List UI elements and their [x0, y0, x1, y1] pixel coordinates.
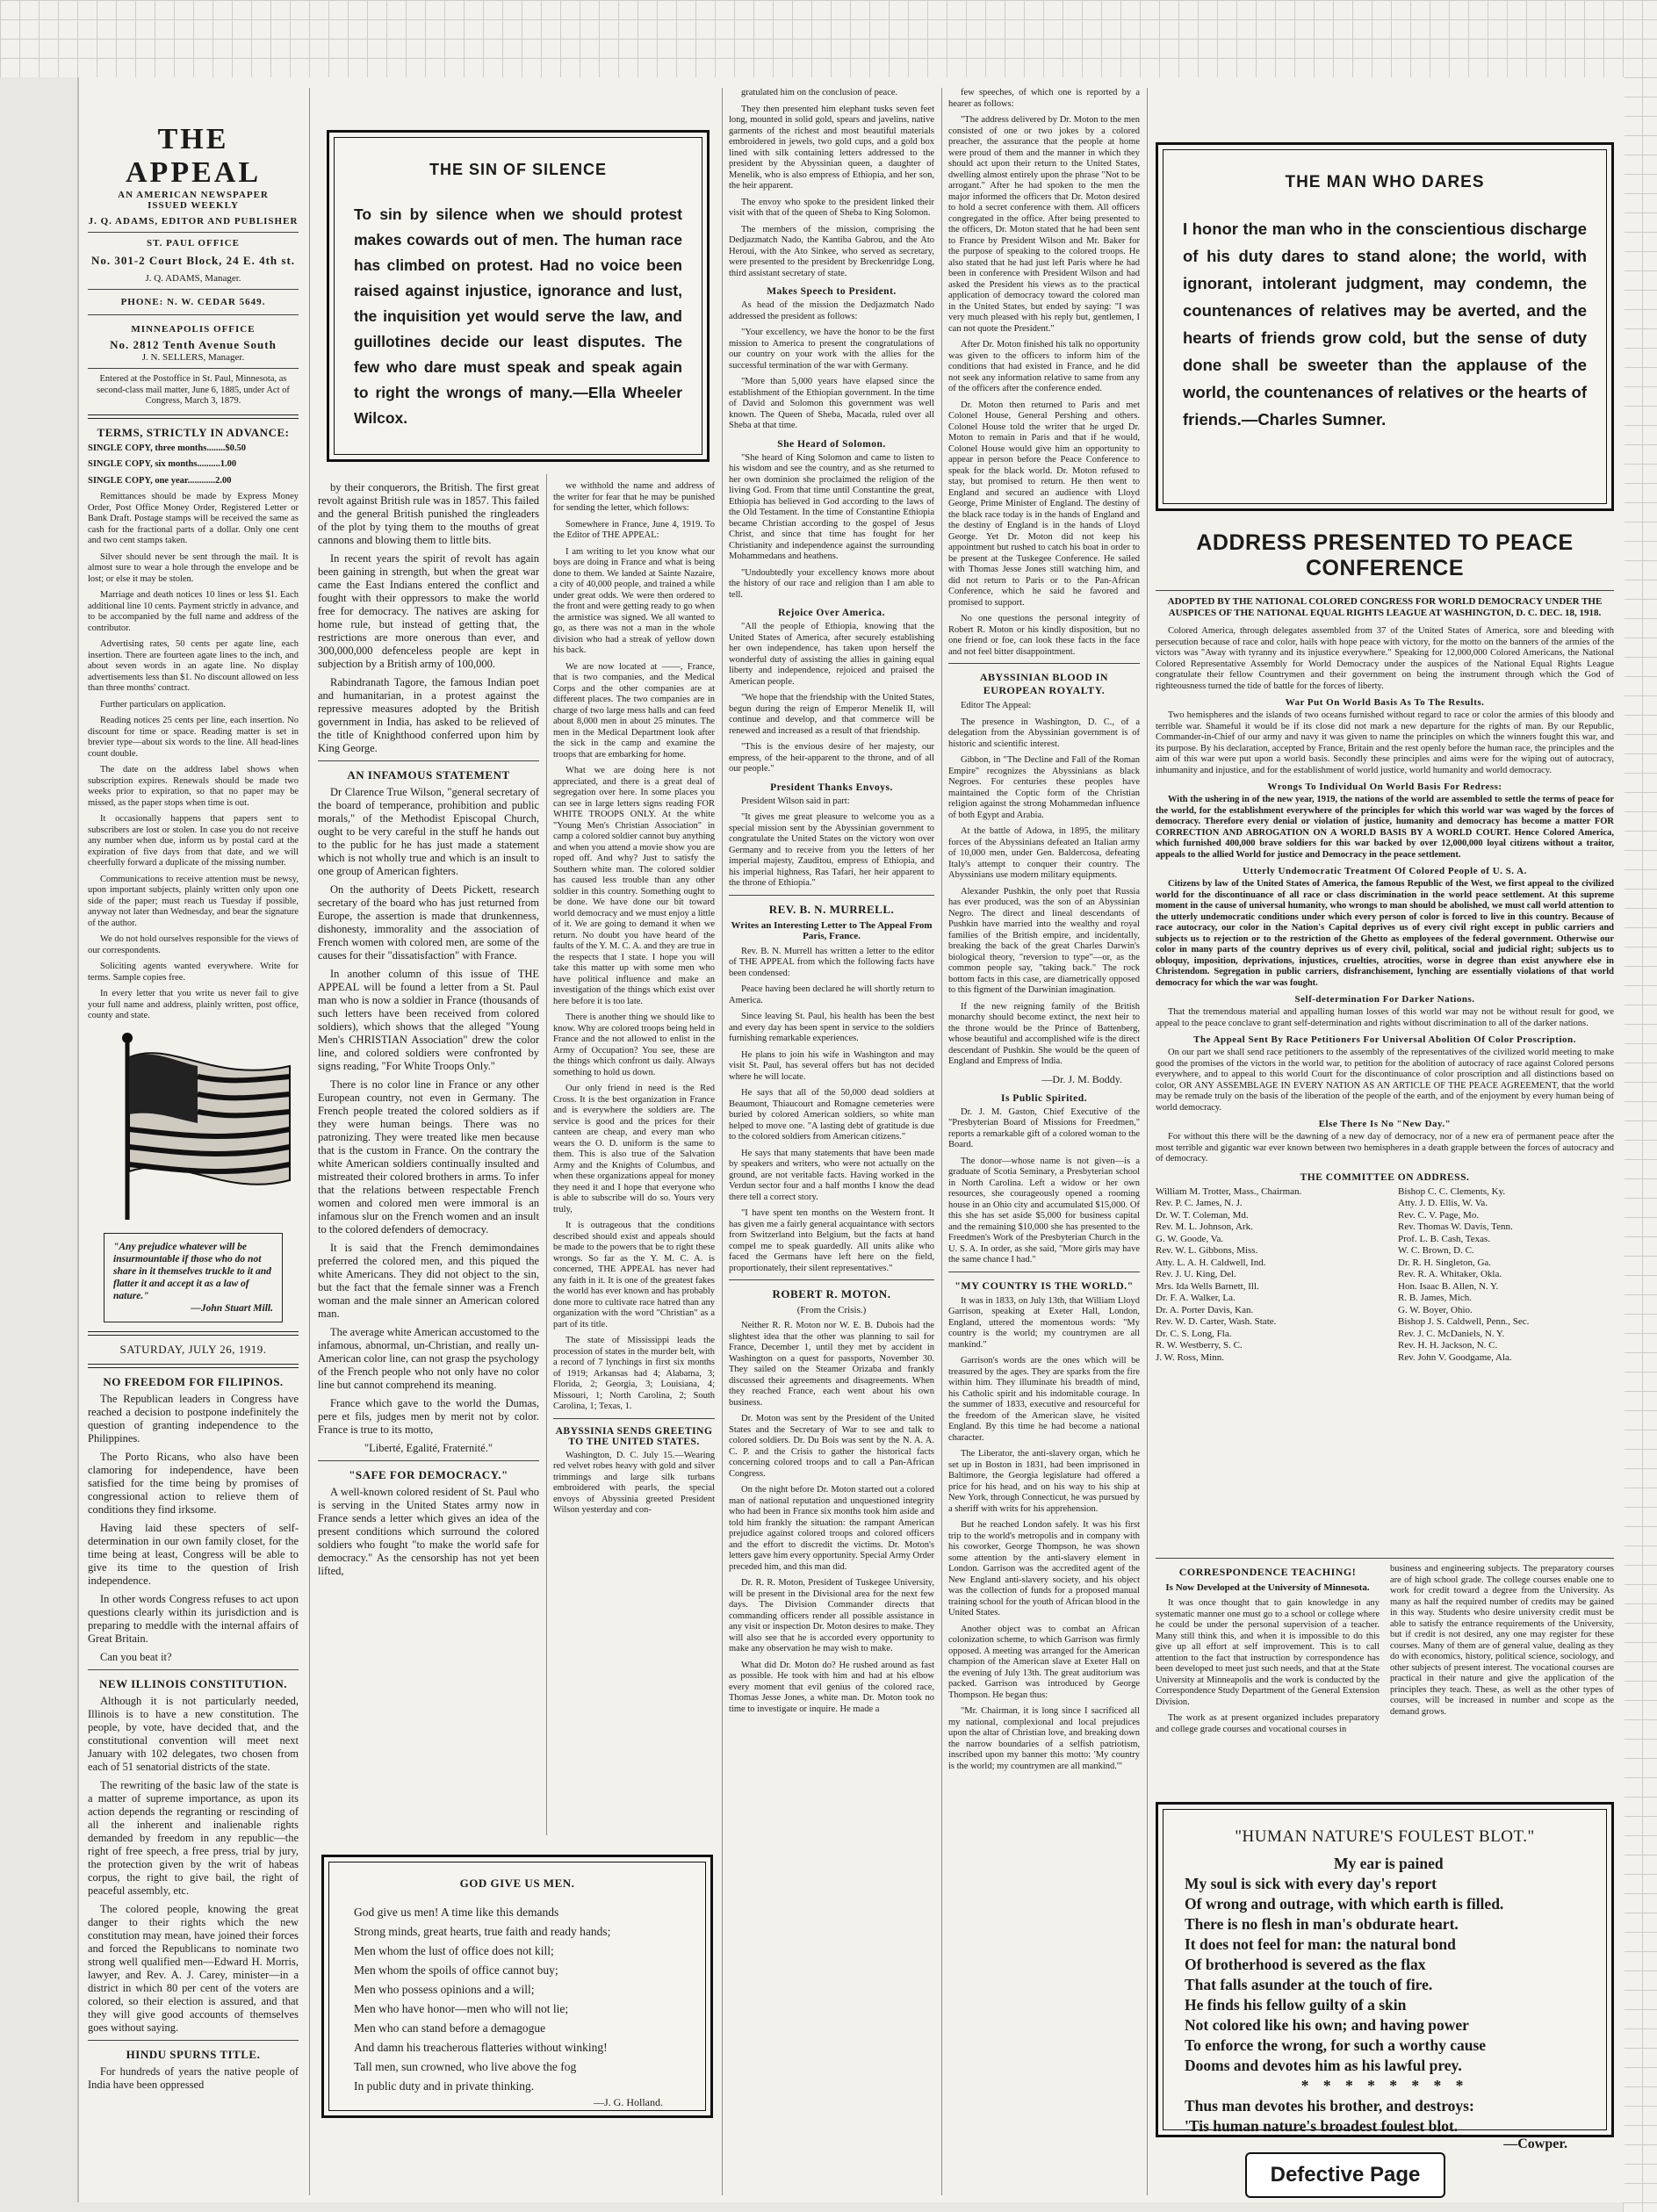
- abyssinia-heading: ABYSSINIA SENDS GREETING TO THE UNITED STATES.: [555, 1425, 713, 1447]
- poem-line: God give us men! A time like this demands: [354, 1906, 559, 1919]
- col4-paragraph: gratulated him on the conclusion of peace.: [741, 88, 898, 97]
- moton-paragraph: What did Dr. Moton do? He rushed around as fast as possible. He took with him and had at his elbow every moment that evil genius of the colored race, Thomas Jesse Jones, a white man. Dr. Moton took no time to investigate or inquire. He made a: [729, 1660, 934, 1714]
- committee-member: Dr. F. A. Walker, La.: [1156, 1293, 1236, 1303]
- royalty-paragraph: At the battle of Adowa, in 1895, the military forces of the Abyssinians defeated an Italian army of 10,000 men, under Gen. Baldercosa, defeating Italy's attempt to conquer their country. The Abyssinians use modern military equipments.: [948, 826, 1140, 880]
- illinois-paragraph: The colored people, knowing the great danger to their rights which the new constitution may mean, have joined their forces and forced the Republicans to nominate two strong well qualified men—Edward H. Morris, lawyer, and Rev. A. J. Carey, minister—in a district in which 80 per cent of the voters are colored, so their election is assured, and that they will give good accounts of themselves goes without saying.: [88, 1902, 299, 2034]
- poem-line: Of brotherhood is severed as the flax: [1185, 1956, 1426, 1973]
- peace-subhead: War Put On World Basis As To The Results.: [1285, 697, 1485, 708]
- country-heading: "MY COUNTRY IS THE WORLD.": [955, 1279, 1134, 1292]
- infamous-paragraph: It is said that the French demimondaines preferred the colored men, and this piqued the white Americans. They did not object to the sin, but the fact that the female sinner was a French woman and the male sinner an American colored man.: [318, 1242, 539, 1320]
- col4-paragraph: The members of the mission, comprising the Dedjazmatch Nado, the Kantiba Gabrou, and the Ato Heroui, with the Ato Sinkee, who served as secretary, were presented to the president by Breckenridge Long, third assistant secretary of state.: [729, 224, 934, 278]
- mill-quote-box: [104, 1233, 283, 1322]
- committee-member: Atty. J. D. Ellis, W. Va.: [1398, 1198, 1488, 1208]
- correspondence-subheading: Is Now Developed at the University of Minnesota.: [1165, 1582, 1370, 1593]
- terms-paragraph: Advertising rates, 50 cents per agate line, each insertion. There are fourteen agate lines to the inch, and about seven words in an agate line. No display advertisements less than $1. No discount allowed on less than three months' contract.: [88, 639, 299, 693]
- royalty-paragraph: Editor The Appeal:: [961, 701, 1032, 710]
- spirited-heading: Is Public Spirited.: [1000, 1092, 1087, 1104]
- royalty-paragraph: Alexander Pushkin, the only poet that Russia has ever produced, was the son of an Abyssinian Negro. The direct and lineal descendants of Pushkin have married into the wealthy and royal families of the British empire, and incidentally, breaking the back of the great Charles Darwin's biological theory, "reversion to type"—or, as the common people say, "taking back." The rock bottom facts in this case, are diametrically opposed to this figment of the Darwinian imagination.: [948, 886, 1140, 995]
- god-give-us-men-poem: [354, 1903, 681, 2096]
- speech-heading: Makes Speech to President.: [767, 286, 897, 297]
- terms-rows: [88, 443, 299, 487]
- poem-line: There is no flesh in man's obdurate heart.: [1185, 1915, 1459, 1933]
- country-paragraph: It was in 1833, on July 13th, that William Lloyd Garrison, speaking at Exeter Hall, London, England, uttered the momentous words: "My country is the world; my countrymen are all mankind.": [948, 1295, 1140, 1350]
- col3-paragraph: There is another thing we should like to know. Why are colored troops being held in France and the not allowed to enlist in the Army of Occupation? You see, these are the things which confront us daily. Always something to hold us down.: [553, 1012, 715, 1077]
- correspondence-section: [1156, 1553, 1614, 1790]
- col3-paragraph: Somewhere in France, June 4, 1919. To the Editor of THE APPEAL:: [553, 519, 715, 540]
- committee-member: Bishop C. C. Clements, Ky.: [1398, 1185, 1506, 1197]
- royalty-paragraph: If the new reigning family of the British monarchy should become extinct, the next heir to the throne would be the Prince of Battenberg, whose beautiful and accomplished wife is the direct descendant of Pushkin. She would be the queen of England and Empress of India.: [948, 1001, 1140, 1066]
- correspondence-paragraph: It was once thought that to gain knowledge in any systematic manner one must go to a school or college where he could be under the personal supervision of a teacher. Many still think this, and when it is impossible to do this give up all effort at self improvement. This is to call attention to the fact that instruction by correspondence has been developed to meet just such needs, and that at the State University at Minneapolis and the work is conducted by the Correspondence Study Department of the General Extension Division.: [1156, 1598, 1380, 1707]
- country-paragraph: Garrison's words are the ones which will be treasured by the ages. They are sparks from the fire within him. They illuminate his breadth of mind, his Catholic spirit and his indomitable courage. In the summer of 1833, executive and resourceful for the freedom of the American slave, he visited England. By this time he had become a national character.: [948, 1356, 1140, 1443]
- moton-source: (From the Crisis.): [796, 1305, 867, 1315]
- committee-member: R. B. James, Mich.: [1398, 1293, 1473, 1303]
- peace-paragraph: Colored America, through delegates assembled from 37 of the United States of America, sore and bleeding with persecution because of race and color, hails with hope peace with victory, for the motto on the banners of the armies of the victors was "Away with tyranny and its injustice everywhere." Speaking for 12,000,000 Colored Americans, the National Colored Representative Assembly for World Democracy under the auspices of the National Equal Rights League congratulate their fellow Countrymen and their government on being the instrument through which the God of righteousness turned the tide of battle for the forces of liberty.: [1156, 626, 1614, 691]
- royalty-paragraph: The presence in Washington, D. C., of a delegation from the Abyssinian government is of historic and scientific interest.: [948, 717, 1140, 749]
- filipinos-paragraph: Can you beat it?: [100, 1650, 172, 1663]
- col3-paragraph: we withhold the name and address of the writer for fear that he may be punished for sending the letter, which follows:: [553, 481, 715, 513]
- poem-line: Men whom the spoils of office cannot buy;: [354, 1963, 558, 1977]
- peace-paragraph: For without this there will be the dawning of a new day of democracy, nor of a new era of permanent peace after the most terrible and gigantic war ever known between two hemispheres in a death grapple between the forces of autocracy and of democracy.: [1156, 1132, 1614, 1164]
- flag-svg: [92, 1031, 294, 1224]
- hindu-paragraph: For hundreds of years the native people of India have been oppressed: [88, 2064, 299, 2091]
- terms-heading: TERMS, STRICTLY IN ADVANCE:: [97, 425, 290, 439]
- infamous-paragraph: On the authority of Deets Pickett, research secretary of the board who has just returned from Europe, the assertion is made that drunkenness, dishonesty, immorality and the association of French women with colored men, are some of the causes for their "dissatisfaction" with France.: [318, 883, 539, 962]
- infamous-paragraph: In another column of this issue of THE APPEAL will be found a letter from a St. Paul man who is now a soldier in France (thousands of such letters have been received from colored soldiers), which shows that the alleged "Young Men's CHRISTIAN Association" drew the color line, and colored soldiers were confronted by signs reading, "For White Troops Only.": [318, 968, 539, 1072]
- abyssinia-paragraph: Washington, D. C. July 15.—Wearing red velvet robes heavy with gold and silver trimmings and large silk turbans embroidered with pearls, the special envoys of Abyssinia greeted President Wilson yesterday and con-: [553, 1450, 715, 1515]
- column-rule: [546, 474, 547, 1835]
- committee-member: Rev. J. U. King, Del.: [1156, 1269, 1236, 1279]
- poem-line: Not colored like his own; and having power: [1185, 2016, 1469, 2034]
- column-4: [729, 88, 934, 2195]
- col4-paragraph: The envoy who spoke to the president linked their visit with that of the queen of Sheba to King Solomon.: [729, 197, 934, 218]
- phone-line: PHONE: N. W. CEDAR 5649.: [120, 297, 266, 307]
- terms-paragraph: It occasionally happens that papers sent to subscribers are lost or stolen. In case you do not receive any number when due, inform us by postal card at the expiration of five days from that date, and we will cheerfully forward a duplicate of the missing number.: [88, 814, 299, 868]
- filipinos-paragraph: The Republican leaders in Congress have reached a decision to postpone indefinitely the question of granting independence to the Philippines.: [88, 1392, 299, 1445]
- mpls-address: No. 2812 Tenth Avenue South: [110, 338, 277, 351]
- foulest-blot-poem: [1185, 1854, 1585, 2136]
- safe-democracy-heading: "SAFE FOR DEMOCRACY.": [349, 1468, 508, 1481]
- col3-paragraph: The state of Mississippi leads the procession of states in the murder belt, with a record of 7 lynchings in first six months of 1919; Arkansas had 4; Alabama, 3; Florida, 2; Georgia, 3; Louisiana, 4; Missouri, 1; North Carolina, 2; South Carolina, 1; Texas, 1.: [553, 1336, 715, 1411]
- murrell-paragraph: Since leaving St. Paul, his health has been the best and every day has been spent in service to the soldiers furnishing remarkable experiences.: [729, 1012, 934, 1043]
- peace-paragraph: Citizens by law of the United States of America, the famous Republic of the West, we first appeal to the civilized world for the discontinuance of all race or class discrimination in the world peace settlement. At this supreme moment in the cause of universal humanity, who wrongs to man should be abolished, we must call world attention to the utterly undemocratic conditions under which every person of color is forced to live in this country. Because of race autocracy, our color in the Nation's Capital deprives us of every civil right except in public carriers and subjects us to rejection or to the restriction of the Ghetto as employees of the federal government. Otherwise our color in many parts of the country deprives us of every civil, political, social and judicial right; subjects us to obloquy, imposition, deprivations, injustices, cruelties, atrocities, worse in degree than exist anywhere else in Christendom. Segregation in public carriers, disfranchisement, lynching are essentially violations of that world democracy for which the war was fought.: [1156, 879, 1614, 988]
- sin-of-silence-text: To sin by silence when we should protest makes cowards out of men. The human race has climbed on protest. Had no voice been raised against injustice, ignorance and lust, the inquisition yet would serve the law, and guillotines decide our least disputes. The few who dare must speak and speak again to right the wrongs of many.—Ella Wheeler Wilcox.: [354, 205, 682, 427]
- poem-line: In public duty and in private thinking.: [354, 2079, 535, 2093]
- rejoice-paragraph: "We hope that the friendship with the United States, begun during the reign of Emperor Menelik II, will continue and develop, and that commerce will be renewed and increased as a result of that friendship.: [729, 693, 934, 736]
- terms-paragraph: Further particulars on application.: [100, 699, 226, 710]
- committee-member: G. W. Goode, Va.: [1156, 1233, 1224, 1244]
- committee-member: G. W. Boyer, Ohio.: [1398, 1304, 1473, 1315]
- correspondence-left-column: [1156, 1564, 1380, 1740]
- murrell-paragraph: Rev. B. N. Murrell has written a letter to the editor of THE APPEAL from which the following facts have been condensed:: [729, 946, 934, 978]
- filipinos-heading: NO FREEDOM FOR FILIPINOS.: [103, 1374, 284, 1388]
- infamous-paragraph: The average white American accustomed to the infamous, abnormal, un-Christian, and really un-American color line, can not grasp the psychology of the French people who not only have no color line but cannot comprehend its meaning.: [318, 1326, 539, 1391]
- peace-subhead: Utterly Undemocratic Treatment Of Colored People of U. S. A.: [1243, 866, 1527, 876]
- committee-member: Dr. C. S. Long, Fla.: [1156, 1328, 1232, 1339]
- spirited-paragraph: The donor—whose name is not given—is a graduate of Scotia Seminary, a Presbyterian school in North Carolina. Left a widow or her own resources, she courageously opened a rooming house in an Ohio city and accumulated $15,000. Of this she has set aside $5,000 for business capital and the remaining $10,000 she has presented to the Freedmen's Work of the Presbyterian Church in the U. S. A. In order, as she said, "More girls may have the same chance I had.": [948, 1156, 1140, 1265]
- peace-conference-heading: ADDRESS PRESENTED TO PEACE CONFERENCE: [1196, 530, 1574, 580]
- poem-line: And damn his treacherous flatteries without winking!: [354, 2041, 608, 2054]
- poem-line: My ear is pained: [1334, 1855, 1444, 1872]
- rejoice-paragraph: "This is the envious desire of her majesty, our empress, of the heir-apparent to the throne, and of all our people.": [729, 742, 934, 774]
- peace-subhead: Wrongs To Individual On World Basis For Redress:: [1267, 782, 1502, 792]
- sheba-heading: She Heard of Solomon.: [777, 438, 886, 450]
- poem-line: Men who have honor—men who will not lie;: [354, 2002, 569, 2015]
- murrell-paragraph: He says that all of the 50,000 dead soldiers at Beaumont, Thiaucourt and Romagne cemeteries were buried by colored American soldiers, so white man helped to move one. "A lasting debt of gratitude is due to the colored soldiers from American citizens.": [729, 1088, 934, 1142]
- peace-subhead: Else There Is No "New Day.": [1318, 1119, 1452, 1129]
- committee-member: Rev. J. C. McDaniels, N. Y.: [1398, 1328, 1505, 1339]
- filipinos-paragraph: In other words Congress refuses to act upon questions clearly within its jurisdiction and is preparing to meddle with the internal affairs of Great Britain.: [88, 1592, 299, 1645]
- peace-paragraph: On our part we shall send race petitioners to the assembly of the representatives of the civilized world meeting to make good the promises of the victors in the world war, to petition for the abolition of autocracy of race against Colored persons everywhere, and to appeal to this world Court for the discontinuance of color proscription and all distinctions based on color, OR ANY ASSEMBLAGE IN EVERY NATION AS AN ARTICLE OF THE PEACE AGREEMENT, that the world may be remade truly on the basis of the liberation of the people of the earth, and of the enjoyment by every human being of world democracy.: [1156, 1048, 1614, 1113]
- poem-line: Men who can stand before a demagogue: [354, 2021, 546, 2035]
- masthead-issued: ISSUED WEEKLY: [148, 200, 239, 211]
- masthead-title: THE APPEAL: [126, 123, 261, 189]
- filipinos-paragraph: The Porto Ricans, who also have been clamoring for independence, have been satisfied for the time being by promises of congressional action to relieve them of conditions they find irksome.: [88, 1450, 299, 1516]
- column-5: [948, 88, 1140, 2195]
- country-paragraph: Another object was to combat an African colonization scheme, to which Garrison was firmly opposed. A meeting was arranged for the American champion of the American slave at Exeter Hall on the evening of July 13th. The great auditorium was packed. Garrison was introduced by George Thompson. He began thus:: [948, 1624, 1140, 1700]
- committee-right-column: [1398, 1186, 1614, 1365]
- office-address: No. 301-2 Court Block, 24 E. 4th st.: [90, 254, 296, 267]
- murrell-subheading: Writes an Interesting Letter to The Appeal From Paris, France.: [731, 919, 933, 941]
- committee-member: Rev. Thomas W. Davis, Tenn.: [1398, 1221, 1513, 1232]
- infamous-heading: AN INFAMOUS STATEMENT: [347, 768, 510, 782]
- masthead-editor: J. Q. ADAMS, EDITOR AND PUBLISHER: [88, 216, 299, 227]
- poem-line: Dooms and devotes him as his lawful prey.: [1185, 2057, 1462, 2074]
- column-2: [318, 481, 539, 1841]
- column-3: [553, 481, 715, 1841]
- terms-paragraph: We do not hold ourselves responsible for the views of our correspondents.: [88, 934, 299, 955]
- peace-paragraph: With the ushering in of the new year, 1919, the nations of the world are assembled to settle the terms of peace for the world, for the establishment everywhere of the principles for which this world war was waged by the forces of democracy. Therefore every denial or violation of justice, humanity and democracy has become a matter FOR CORRECTION AND ABROGATION ON A WORLD BASIS BY A WORLD COURT. Hence Colored America, which furnished 400,000 brave soldiers for this war backed by over 12,000,000 loyal citizens without a traitor, appeals to the allied World for justice and Democracy in the peace settlement.: [1156, 795, 1614, 860]
- american-flag-illustration: [92, 1031, 294, 1224]
- infamous-paragraph: There is no color line in France or any other European country, not even in Germany. The French people treated the colored soldiers as if they were human beings. There was no patronizing. They were treated like men because that is the custom in France. On the contrary the white American soldiers continually insulted and mistreated their colored brothers in arms. To infer that the relations between respectable French women and colored men were immoral is an infamous slur on the French women and an insult to the colored defenders of democracy.: [318, 1078, 539, 1236]
- correspondence-heading: CORRESPONDENCE TEACHING!: [1178, 1566, 1357, 1578]
- committee-member: Rev. W. D. Carter, Wash. State.: [1156, 1316, 1277, 1327]
- poem-line: He finds his fellow guilty of a skin: [1185, 1996, 1407, 2014]
- committee-member: W. C. Brown, D. C.: [1398, 1245, 1474, 1256]
- col2-paragraph: In recent years the spirit of revolt has again been gaining in strength, but when the great war came the East Indians entered the conflict and fought with their oppressors to make the world free for democracy. The natives are asking for home rule, but instead of getting that, the restrictions are more onerous than ever, and 300,000,000 defenceless people are kept in subjection by a British army of 100,000.: [318, 552, 539, 670]
- col4-paragraph: They then presented him elephant tusks seven feet long, mounted in solid gold, spears and javelins, native garments of the richest and most beautiful materials embroidered in jewels, two gold cups, and a gold box lined with silk containing letters addressed to the president by the Abyssinian queen, a daughter of Menelik, who is also empress of Ethiopia, and her son, the heir apparent.: [729, 104, 934, 191]
- royalty-paragraph: Gibbon, in "The Decline and Fall of the Roman Empire" recognizes the Abyssinians as black Negroes. For centuries these peoples have maintained the Coptic form of the Christian religion against the strong Mohammedan influence of both Egypt and Arabia.: [948, 755, 1140, 820]
- col3-paragraph: What we are doing here is not appreciated, and there is a great deal of segregation over here. In some places you can see in large letters signs reading FOR WHITE TROOPS ONLY. At the white "Young Men's Christian Association" in camp a colored soldier cannot buy anything and when you attend a movie show you are roped off. And why? Just to satisfy the Southern white man. The colored soldier has caused less trouble than any other soldier in this country. Something ought to be done. We have done our bit toward world democracy and we must enjoy a little of it. We are going to demand it when we return. No doubt you have heard of the faults of the Y. M. C. A. and they are true in the respects that I state. I hope you will take this matter up with some men who have political influence and make an investigation of the things which exist over here before it is too late.: [553, 766, 715, 1006]
- murrell-paragraph: "I have spent ten months on the Western front. It has given me a fairly general acquaintance with sectors from Switzerland into Belgium, but the facts at hand compel me to speak guardedly. All units alike who faced the Germans have left here on the field, proportionately, their silent representatives.": [729, 1208, 934, 1273]
- terms-paragraph: Communications to receive attention must be newsy, upon important subjects, plainly written only upon one side of the paper; must reach us Tuesday if possible, anyway not later than Wednesday, and bear the signature of the author.: [88, 874, 299, 928]
- thanks-paragraph: President Wilson said in part:: [741, 796, 850, 806]
- sin-of-silence-title: THE SIN OF SILENCE: [429, 161, 608, 178]
- terms-row: SINGLE COPY, three months........$0.50: [88, 443, 246, 453]
- illinois-heading: NEW ILLINOIS CONSTITUTION.: [99, 1676, 287, 1690]
- poem-line: Thus man devotes his brother, and destroys:: [1185, 2097, 1474, 2115]
- committee-member: Bishop J. S. Caldwell, Penn., Sec.: [1398, 1316, 1530, 1327]
- terms-paragraph: Reading notices 25 cents per line, each insertion. No discount for time or space. Reading matter is set in brevier type—about six words to the line. All head-lines count double.: [88, 716, 299, 759]
- man-who-dares-title: THE MAN WHO DARES: [1285, 173, 1485, 191]
- peace-subhead: Self-determination For Darker Nations.: [1294, 994, 1475, 1005]
- entered-notice: Entered at the Postoffice in St. Paul, Minnesota, as second-class mail matter, June 6, 1885, under Act of Congress, March 3, 1879.: [97, 374, 290, 406]
- speech-paragraph: As head of the mission the Dedjazmatch Nado addressed the president as follows:: [729, 300, 934, 321]
- committee-list: [1156, 1186, 1614, 1365]
- committee-member: Hon. Isaac B. Allen, N. Y.: [1398, 1280, 1499, 1292]
- committee-member: Rev. P. C. James, N. J.: [1156, 1198, 1243, 1208]
- poem-line: To enforce the wrong, for such a worthy cause: [1185, 2036, 1487, 2054]
- murrell-paragraph: He plans to join his wife in Washington and may visit St. Paul, has several offers but has not decided where he will locate.: [729, 1049, 934, 1082]
- man-who-dares-box: [1156, 142, 1614, 511]
- column-rule: [1147, 88, 1148, 2195]
- col5-paragraph: Dr. Moton then returned to Paris and met Colonel House, General Pershing and others. Colonel House told the writer that he urged Dr. Moton to remain in Paris and that if he would, Colonel House would give him an opportunity to appear in person before the Peace Conference to speak for the black world. Dr. Moton refused to stay, but promised to return. He then went to England and secured an audience with Lloyd George, Prime Minister of England. The destiny of the black race today is in the hands of England and the destiny of England is in the hands of Lloyd George. Yet Dr. Moton did not keep his appointment but rushed to catch his boat in order to be present at the Tuskegee Conference. He sailed with Thomas Jesse Jones still watching him, and did not return to Paris or to the Pan-African Conference, which he said he favored and promised to support.: [948, 400, 1140, 608]
- infamous-paragraph: France which gave to the world the Dumas, pere et fils, judges men by merit not by color. France is true to its motto,: [318, 1397, 539, 1436]
- defective-page-stamp: Defective Page: [1245, 2152, 1445, 2198]
- thanks-paragraph: "It gives me great pleasure to welcome you as a special mission sent by the Abyssinian government to congratulate the United States on the victory won over Germany and to receive from you the letters of her imperial majesty, Zauditou, empress of Ethiopia, and his imperial highness, Ras Tafari, her heir apparent to the throne of Ethiopia.": [729, 812, 934, 888]
- country-paragraph: The Liberator, the anti-slavery organ, which he set up in Boston in 1831, had been imprisoned in Baltimore, the Georgia legislature had offered a price for his head, and on his way to his ship at New York, through Connecticut, he was pursued by a sheriff with writs for his apprehension.: [948, 1449, 1140, 1514]
- terms-paragraph: Soliciting agents wanted everywhere. Write for terms. Sample copies free.: [88, 962, 299, 983]
- moton-paragraph: Dr. R. R. Moton, President of Tuskegee University, will be present in the Divisional area for the next few days. The Division Commander directs that commanding officers render all possible assistance in any visit or inspection Dr. Moton desires to make. They will also see that he is accorded every opportunity to make any observation he may wish to make.: [729, 1578, 934, 1654]
- committee-member: Mrs. Ida Wells Barnett, Ill.: [1156, 1280, 1259, 1292]
- hindu-heading: HINDU SPURNS TITLE.: [126, 2047, 261, 2061]
- infamous-paragraph: Dr Clarence True Wilson, "general secretary of the board of temperance, prohibition and public morals," of the Methodist Episcopal Church, ought to be very careful in the stuff he hands out to the public for he has just made a statement which is not wholly true and which is an insult to one group of American fighters.: [318, 786, 539, 877]
- illinois-paragraph: The rewriting of the basic law of the state is a matter of supreme importance, as upon its action depends the regranting or rescinding of all the inherent and inalienable rights demanded by freedom in any republic—the right of free speech, a free press, trial by jury, the protection given by the writ of habeas corpus, the right to give bail, the right of peaceful assembly, etc.: [88, 1778, 299, 1897]
- poem-line: It does not feel for man: the natural bond: [1185, 1935, 1456, 1953]
- god-give-us-men-title: GOD GIVE US MEN.: [459, 1877, 575, 1890]
- mpls-office-heading: MINNEAPOLIS OFFICE: [131, 324, 256, 335]
- office-heading: ST. PAUL OFFICE: [147, 238, 240, 249]
- peace-subhead: The Appeal Sent By Race Petitioners For Universal Abolition Of Color Proscription.: [1193, 1034, 1576, 1045]
- man-who-dares-text: I honor the man who in the conscientious discharge of his duty dares to stand alone; the world, with ignorant, intolerant judgment, may condemn, the countenances of relatives may be averted, and the hearts of friends grow cold, but the sense of duty done shall be sweeter than the applause of the world, the countenances of relatives or the hearts of friends.—Charles Sumner.: [1183, 220, 1587, 429]
- committee-member: Rev. C. V. Page, Mo.: [1398, 1209, 1480, 1221]
- committee-member: J. W. Ross, Minn.: [1156, 1351, 1224, 1363]
- microfilm-grid-right: [1623, 0, 1657, 2212]
- murrell-paragraph: Peace having been declared he will shortly return to America.: [729, 984, 934, 1005]
- poem-line: Tall men, sun crowned, who live above the fog: [354, 2060, 577, 2073]
- poem-stars: * * * * * * * *: [1300, 2077, 1469, 2094]
- committee-member: Rev. W. L. Gibbons, Miss.: [1156, 1245, 1258, 1256]
- murrell-heading: REV. B. N. MURRELL.: [768, 902, 895, 916]
- illinois-paragraph: Although it is not particularly needed, Illinois is to have a new constitution. The people, by vote, have decided that, and the constitutional convention will meet next January with 102 delegates, two chosen from each of 51 senatorial districts of the state.: [88, 1694, 299, 1773]
- committee-left-column: [1156, 1186, 1372, 1365]
- thanks-heading: President Thanks Envoys.: [770, 782, 893, 793]
- committee-member: Dr. A. Porter Davis, Kan.: [1156, 1304, 1254, 1315]
- committee-member: Rev. John V. Goodgame, Ala.: [1398, 1351, 1512, 1363]
- murrell-paragraph: He says that many statements that have been made by speakers and writers, who were not actually on the ground, are not veritable facts. Having worked in the Verdun sector four and a half months I know the dead there tell a correct story.: [729, 1148, 934, 1202]
- poem-line: My soul is sick with every day's report: [1185, 1875, 1437, 1892]
- microfilm-grid-top: [0, 0, 1657, 77]
- sheba-paragraph: "Undoubtedly your excellency knows more about the history of our race and religion than I am able to tell.: [729, 567, 934, 600]
- rejoice-paragraph: "All the people of Ethiopia, knowing that the United States of America, after securely establishing her own independence, has taken upon herself the wonderful duty of assisting the allies in gaining equal liberty and independence, rejoiced and praised the American people.: [729, 622, 934, 687]
- masthead-subtitle: AN AMERICAN NEWSPAPER: [118, 190, 269, 200]
- col3-paragraph: It is outrageous that the conditions described should exist and appeals should be made to the powers that be to right these wrongs. So far as the Y. M. C. A. is concerned, THE APPEAL has never had any faith in it. It is one of the greatest fakes the world has ever known and has probably done more to cultivate race hatred than any organization with the word "Christian" as a part of its title.: [553, 1221, 715, 1329]
- committee-member: Atty. L. A. H. Caldwell, Ind.: [1156, 1257, 1266, 1268]
- poem-line: Strong minds, great hearts, true faith and ready hands;: [354, 1925, 611, 1938]
- correspondence-paragraph: business and engineering subjects. The preparatory courses are of high school grade. The college courses enable one to work for credit toward a degree from the University. As many as half the required number of credits may be gained in this way. Students who desire university credit must be able to satisfy the entrance requirements of the University, but if credit is not desired, any one may register for these courses. Many of them are of general value, dealing as they do with economics, history, political science, sociology, and other subjects of present interest. The vocational courses are practical in their nature and give the application of the principles they teach. These, as well as the other types of courses, will be increased in number and scope as the demand grows.: [1390, 1564, 1614, 1717]
- col2-paragraph: by their conquerors, the British. The first great revolt against British rule was in 1857. This failed and the general British punished the ringleaders of the plot by tying them to the mouths of great cannons and blowing them to little bits.: [318, 481, 539, 546]
- foulest-blot-author: —Cowper.: [1503, 2136, 1567, 2151]
- office-manager: J. Q. ADAMS, Manager.: [145, 273, 241, 284]
- spirited-paragraph: Dr. J. M. Gaston, Chief Executive of the "Presbyterian Board of Missions for Freedmen," reports a remarkable gift of a colored woman to the Board.: [948, 1106, 1140, 1149]
- terms-notices: [88, 492, 299, 1022]
- speech-paragraph: "Your excellency, we have the honor to be the first mission to America to present the congratulations of our country on your work with the allies for the successful termination of the war with Germany.: [729, 328, 934, 371]
- column-rule: [941, 88, 942, 2195]
- terms-paragraph: Remittances should be made by Express Money Order, Post Office Money Order, Registered Letter or Bank Draft. Postage stamps will be received the same as cash for the fractional parts of a dollar. Only one cent and two cent stamps taken.: [88, 492, 299, 545]
- committee-member: Prof. L. B. Cash, Texas.: [1398, 1233, 1491, 1244]
- column-1: [88, 88, 299, 2195]
- committee-member: Rev. H. H. Jackson, N. C.: [1398, 1340, 1498, 1351]
- poem-line: Men who possess opinions and a will;: [354, 1983, 535, 1996]
- col5-paragraph: After Dr. Moton finished his talk no opportunity was given to the officers to inform him of the conditions that had existed in France, and he did not seek any information relative to same from any of the officers after the conference ended.: [948, 340, 1140, 393]
- moton-paragraph: Dr. Moton was sent by the President of the United States and the Secretary of War to see and talk to colored soldiers. Dr. Du Bois was sent by the N. A. A. C. P. and the Crisis to gather the historical facts concerning colored troops and to call a Pan-African Congress.: [729, 1414, 934, 1479]
- terms-row: SINGLE COPY, six months..........1.00: [88, 459, 237, 469]
- column-rule: [722, 88, 723, 2195]
- committee-member: Dr. W. T. Coleman, Md.: [1156, 1209, 1249, 1221]
- mpls-manager: J. N. SELLERS, Manager.: [141, 352, 245, 363]
- moton-paragraph: Neither R. R. Moton nor W. E. B. Dubois had the slightest idea that the other was planning to sail for France, December 1, until they met by accident in Washington on a quest for passports, November 30. They sailed on the Steamer Orizaba and frankly discussed their agreements and disagreements. When they reached France, each went about his own business.: [729, 1321, 934, 1408]
- moton-paragraph: On the night before Dr. Moton started out a colored man of national reputation and unquestioned integrity who had been in France six months took him aside and told him frankly the situation: the rampant American prejudice against colored troops and colored officers and the effort to discredit the victims. Dr. Moton's letters gave him every opportunity. Special Army Order preceded him, and this man did.: [729, 1485, 934, 1572]
- committee-member: William M. Trotter, Mass., Chairman.: [1156, 1185, 1302, 1197]
- speech-paragraph: "More than 5,000 years have elapsed since the establishment of the Ethiopian government. In the time of David and Solomon this government was well known. The Queen of Sheba, Macada, ruled over all Sheba at that time.: [729, 377, 934, 430]
- committee-member: Rev. R. A. Whitaker, Okla.: [1398, 1269, 1502, 1279]
- poem-line: 'Tis human nature's broadest foulest blot.: [1185, 2117, 1459, 2135]
- dateline: SATURDAY, JULY 26, 1919.: [119, 1342, 267, 1356]
- poem-line: Men whom the lust of office does not kill;: [354, 1944, 554, 1957]
- peace-conference-subheading: ADOPTED BY THE NATIONAL COLORED CONGRESS FOR WORLD DEMOCRACY UNDER THE AUSPICES OF THE NATIONAL EQUAL RIGHTS LEAGUE AT WASHINGTON, D. C. DEC. 18, 1918.: [1167, 596, 1603, 618]
- mill-quote: "Any prejudice whatever will be insurmountable if those who do not share in it themselves truckle to it and flatter it and accept it as a law of nature.": [113, 1241, 271, 1301]
- country-paragraph: But he reached London safely. It was his first trip to the world's metropolis and in company with his coworker, George Thompson, he was shown some attention by the anti-slavery element in London. Garrison was the accredited agent of the New England anti-slavery society, and his object was the collection of funds for a proposed manual training school for the youth of African blood in the United States.: [948, 1520, 1140, 1618]
- correspondence-paragraph: The work as at present organized includes preparatory and college grade courses and vocational courses in: [1156, 1713, 1380, 1734]
- col5-paragraph: No one questions the personal integrity of Robert R. Moton or his kindly disposition, but no one friend or foe, can look these facts in the face and not feel bitter disappointment.: [948, 614, 1140, 657]
- committee-member: R. W. Westberry, S. C.: [1156, 1340, 1243, 1351]
- col2-paragraph: Rabindranath Tagore, the famous Indian poet and humanitarian, in a protest against the repressive measures adopted by the British government in India, has asked to be relieved of the title of Knighthood conferred upon him by King George.: [318, 676, 539, 754]
- royalty-heading: ABYSSINIAN BLOOD IN EUROPEAN ROYALTY.: [979, 671, 1109, 696]
- col3-paragraph: Our only friend in need is the Red Cross. It is the best organization in France and is everywhere the soldiers are. The service is good and the prices for their canteen are cheap, and every man who wears the O. D. uniform is the same to them. This is also true of the Salvation Army and the Knights of Columbus, and when these organizations appeal for money they need it and I hope that everyone who is able to subscribe will do so. Yours very truly,: [553, 1084, 715, 1214]
- peace-paragraph: That the tremendous material and appalling human losses of this world war may not be without result for good, we appeal to the peace conclave to grant self-determination and rights without discrimination to all of the darker nations.: [1156, 1007, 1614, 1028]
- col3-paragraph: We are now located at ——, France, that is two companies, and the Medical Corps and the other companies are at different places. The two companies are in charge of two large mess halls and can feed about 8,000 men in about 25 minutes. The men in the Medical Department look after the sick in the camp and examine the troops that are embarking for home.: [553, 661, 715, 760]
- committee-member: Dr. R. H. Singleton, Ga.: [1398, 1257, 1492, 1268]
- col3-paragraph: I am writing to let you know what our boys are doing in France and what is being done to them. We landed at Sainte Nazaire, a city of 40,000 people, and trained a while under great odds. We were then ordered to the front and were getting ready to go when the armistice was signed. We all wanted to go, as there was not a man in the whole division who had a streak of yellow down his back.: [553, 546, 715, 655]
- poem-line: That falls asunder at the touch of fire.: [1185, 1976, 1433, 1993]
- sheba-paragraph: "She heard of King Solomon and came to listen to his wisdom and see the country, and as she returned to her own dominion she proclaimed the religion of the living God. From that time until Constantine the great, Ethiopia has believed in God according to the laws of the Old Testament. In the time of Constantine Ethiopia became Christian according to the gospel of Jesus Christ, and since that time has fought for her Christianity and independence against the surrounding Mohammedans and heathens.: [729, 452, 934, 561]
- terms-paragraph: Marriage and death notices 10 lines or less $1. Each additional line 10 cents. Payment strictly in advance, and to be accompanied by the full name and address of the contributor.: [88, 590, 299, 633]
- column-rule: [309, 88, 310, 2195]
- safe-democracy-paragraph: A well-known colored resident of St. Paul who is serving in the United States army now in France sends a letter which gives an idea of the present conditions which surround the colored soldiers who fought "to make the world safe for democracy." As the censorship has not yet been lifted,: [318, 1486, 539, 1577]
- peace-conference-section: [1156, 527, 1614, 1546]
- poem-line: Of wrong and outrage, with which earth is filled.: [1185, 1895, 1504, 1913]
- rejoice-heading: Rejoice Over America.: [778, 608, 885, 618]
- terms-paragraph: Silver should never be sent through the mail. It is almost sure to wear a hole through the envelope and be lost; or else it may be stolen.: [88, 551, 299, 584]
- filipinos-paragraph: Having laid these specters of self-determination in our own family closet, for the time being at least, Congress will be able to give its time to the question of Irish independence.: [88, 1521, 299, 1587]
- committee-heading: THE COMMITTEE ON ADDRESS.: [1300, 1171, 1470, 1183]
- royalty-signature: —Dr. J. M. Boddy.: [1041, 1072, 1122, 1085]
- col5-paragraph: few speeches, of which one is reported by a hearer as follows:: [948, 88, 1140, 109]
- correspondence-right-column: [1390, 1564, 1614, 1740]
- infamous-motto: "Liberté, Egalité, Fraternité.": [364, 1442, 493, 1454]
- terms-paragraph: In every letter that you write us never fail to give your full name and address, plainly written, post office, county and state.: [88, 989, 299, 1020]
- foulest-blot-box: [1156, 1802, 1614, 2151]
- terms-row: SINGLE COPY, one year............2.00: [88, 475, 232, 486]
- committee-member: Rev. M. L. Johnson, Ark.: [1156, 1221, 1253, 1232]
- mill-quote-author: —John Stuart Mill.: [191, 1302, 273, 1314]
- peace-paragraph: Two hemispheres and the islands of two oceans furnished without regard to race or color the armies of this bloody and terrible war. Shameful it would be if its close did not mark a new departure for the rights of man. By our Republic, Commander-in-Chief of our army and navy it was given to name the principles on which the winners fought this war, and its purpose. By his declaration, accepted by France, Britain and the rest openly before the human race, the principles and the aim of this war were put upon a world basis. Secondly these principles and aims were for the wiping out of autocracy, inhumanity and injustice, and for the establishment of world justice, world humanity and world democracy.: [1156, 710, 1614, 775]
- god-give-us-men-box: [321, 1855, 713, 2118]
- god-give-us-men-author: —J. G. Holland.: [594, 2096, 663, 2108]
- country-paragraph: "Mr. Chairman, it is long since I sacrificed all my national, complexional and local prejudices upon the altar of Christian love, and breaking down the narrow boundaries of a selfish patriotism, inscribed upon my banner this motto: 'My country is the world; my countrymen are all mankind.'": [948, 1706, 1140, 1771]
- col5-paragraph: "The address delivered by Dr. Moton to the men consisted of one or two jokes by a colored preacher, the assurance that the people at home were proud of them and the manner in which they should act upon their return to the United States, dwelling almost entirely upon the phrase "Not to be arrogant." After he had spoken to the men the major informed the officers that Dr. Moton desired to hold a secret conference with them. All officers congregated in the office. After being presented to the officers, Dr. Moton stated that he had been sent to France by President Wilson and Mr. Baker for the purpose of speaking to the colored troops. He also stated that he had just left Paris where he had been in conference with President Wilson and had asked the President his views as to the practical application of democracy toward the colored man in the United States, but ended by saying: "I was very much pleased with his reply but, gentlemen, I can not quote the President.": [948, 115, 1140, 334]
- foulest-blot-title: "HUMAN NATURE'S FOULEST BLOT.": [1235, 1827, 1535, 1846]
- moton-heading: ROBERT R. MOTON.: [772, 1287, 891, 1301]
- sin-of-silence-box: [327, 130, 710, 462]
- terms-paragraph: The date on the address label shows when subscription expires. Renewals should be made two weeks prior to expiration, so that no paper may be missed, as the paper stops when time is out.: [88, 765, 299, 808]
